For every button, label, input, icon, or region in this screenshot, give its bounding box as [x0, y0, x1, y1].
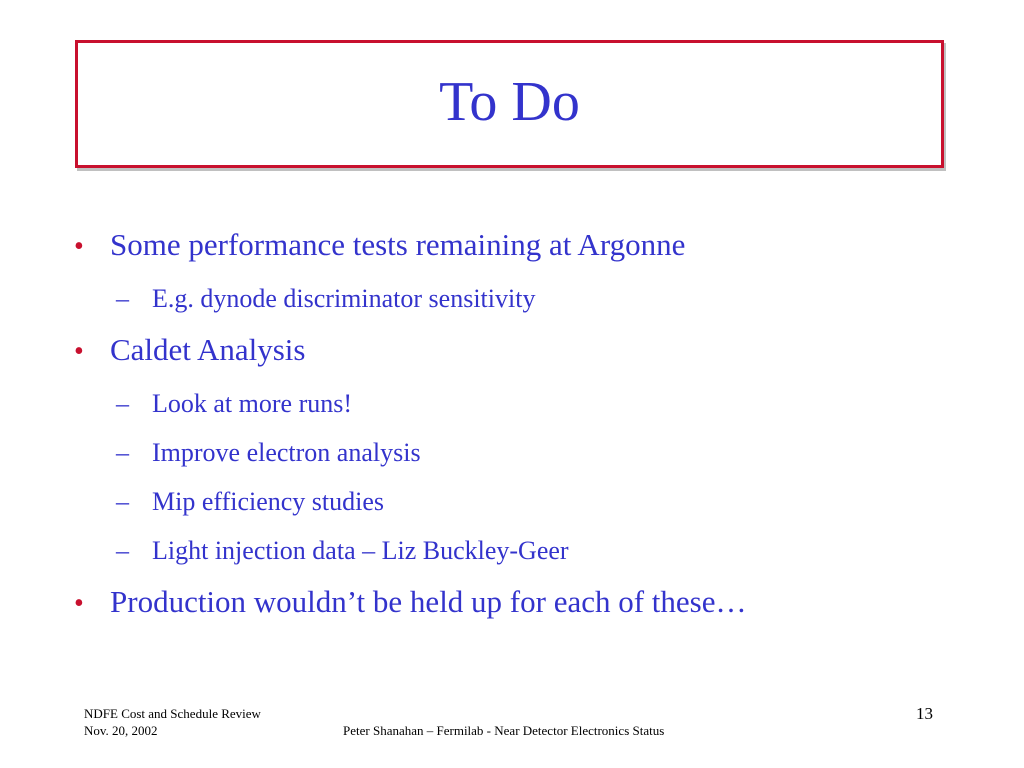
- sub-bullet-item: [116, 477, 972, 526]
- sub-bullet-item: [116, 274, 972, 323]
- sub-bullet-item: [116, 428, 972, 477]
- bullet-icon: •: [74, 231, 84, 262]
- sub-bullet-text: Look at more runs!: [152, 389, 353, 418]
- sub-bullet-text: Mip efficiency studies: [152, 487, 385, 516]
- bullet-item: [72, 575, 972, 631]
- bullet-icon: •: [74, 588, 84, 619]
- footer-event-name: NDFE Cost and Schedule Review: [84, 706, 261, 721]
- dash-icon: –: [116, 536, 129, 565]
- sub-bullet-text: Light injection data – Liz Buckley-Geer: [152, 536, 569, 565]
- slide-title: To Do: [439, 71, 580, 133]
- bullet-text: Caldet Analysis: [110, 332, 306, 367]
- footer-author: Peter Shanahan – Fermilab - Near Detector Electronics Status: [343, 723, 665, 738]
- bullet-item: [72, 323, 972, 379]
- dash-icon: –: [116, 487, 129, 516]
- dash-icon: –: [116, 389, 129, 418]
- sub-bullet-text: E.g. dynode discriminator sensitivity: [152, 284, 536, 313]
- page-number: 13: [916, 704, 933, 723]
- bullet-item: [72, 218, 972, 274]
- footer-left: [84, 705, 261, 739]
- sub-bullet-item: [116, 379, 972, 428]
- dash-icon: –: [116, 284, 129, 313]
- sub-bullet-item: [116, 526, 972, 575]
- bullet-icon: •: [74, 336, 84, 367]
- bullet-list: [72, 218, 972, 631]
- dash-icon: –: [116, 438, 129, 467]
- sub-bullet-text: Improve electron analysis: [152, 438, 421, 467]
- title-box: [75, 40, 944, 168]
- footer-date: Nov. 20, 2002: [84, 723, 158, 738]
- bullet-text: Some performance tests remaining at Argonne: [110, 227, 686, 262]
- bullet-text: Production wouldn’t be held up for each of these…: [110, 584, 747, 619]
